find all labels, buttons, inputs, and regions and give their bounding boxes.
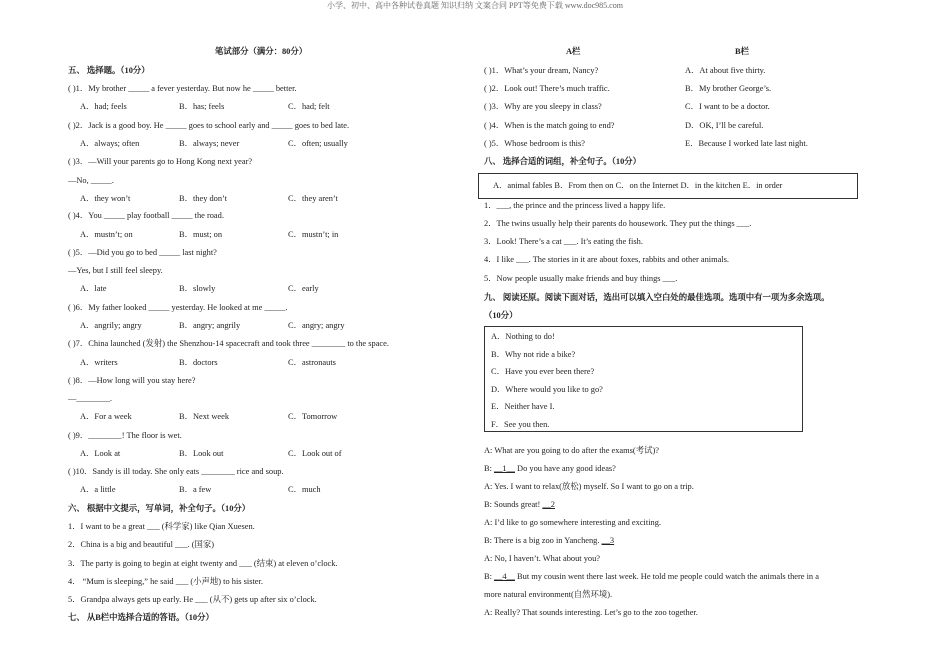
- dialog-line-7: [484, 553, 600, 564]
- q10-option-a: A．a little: [80, 485, 116, 494]
- s8-item-3: 3．Look! There’s a cat ___. It’s eating the fish.: [484, 237, 643, 246]
- q8-stem-2: —________.: [68, 394, 112, 403]
- match-b-2: B．My brother George’s.: [685, 84, 772, 93]
- dialog-line-9: [484, 589, 612, 600]
- q8-stem: ( )8．—How long will you stay here?: [68, 376, 196, 385]
- section-9-heading-score: （10分）: [484, 311, 518, 320]
- q1-option-c: C．had; felt: [288, 102, 330, 111]
- s6-item-3: 3．The party is going to begin at eight twenty and ___ (结束) at eleven o’clock.: [68, 559, 338, 568]
- dialog-line-1: [484, 445, 659, 456]
- dialog-line-6: [484, 535, 614, 546]
- blank-1[interactable]: __1__: [494, 464, 515, 473]
- section-8-heading: 八、 选择合适的词组，补全句子。（10分）: [484, 157, 642, 166]
- q3-stem: ( )3．—Will your parents go to Hong Kong next year?: [68, 157, 253, 166]
- match-a-1: ( )1．What’s your dream, Nancy?: [484, 66, 599, 75]
- q3-option-c: C．they aren’t: [288, 194, 338, 203]
- q4-option-b: B．must; on: [179, 230, 223, 239]
- q2-stem: ( )2．Jack is a good boy. He _____ goes to school early and _____ goes to bed late.: [68, 121, 350, 130]
- q1-option-a: A．had; feels: [80, 102, 127, 111]
- s9-option-c: C．Have you ever been there?: [491, 367, 595, 376]
- q6-stem: ( )6．My father looked _____ yesterday. He looked at me _____.: [68, 303, 288, 312]
- s9-option-a: A．Nothing to do!: [491, 332, 555, 341]
- q4-option-a: A．mustn’t; on: [80, 230, 133, 239]
- dialog-line-2-post: Do you have any good ideas?: [514, 464, 616, 473]
- dialog-line-6-pre: B: There is a big zoo in Yancheng.: [484, 536, 602, 545]
- q2-option-c: C．often; usually: [288, 139, 348, 148]
- dialog-line-8-post: But my cousin went there last week. He told me people could watch the animals there in a: [514, 572, 819, 581]
- q9-option-c: C．Look out of: [288, 449, 342, 458]
- dialog-line-5: [484, 517, 661, 528]
- dialog-line-10-text: A: Really? That sounds interesting. Let’s go to the zoo together.: [484, 608, 698, 617]
- q7-option-c: C．astronauts: [288, 358, 336, 367]
- q10-option-b: B．a few: [179, 485, 212, 494]
- q2-option-a: A．always; often: [80, 139, 140, 148]
- q10-stem: ( )10．Sandy is ill today. She only eats ________ rice and soup.: [68, 467, 284, 476]
- dialog-line-10: [484, 607, 698, 618]
- written-part-title: 笔试部分（满分：80分）: [215, 47, 308, 56]
- s9-option-e: E．Neither have I.: [491, 402, 555, 411]
- q7-option-b: B．doctors: [179, 358, 218, 367]
- s9-option-d: D．Where would you like to go?: [491, 385, 603, 394]
- q10-option-c: C．much: [288, 485, 321, 494]
- section-7-heading: 七、 从B栏中选择合适的答语。（10分）: [68, 613, 214, 622]
- q9-option-b: B．Look out: [179, 449, 224, 458]
- blank-3[interactable]: __3: [601, 536, 615, 545]
- dialog-line-2-pre: B:: [484, 464, 495, 473]
- dialog-line-5-text: A: I’d like to go somewhere interesting and exciting.: [484, 518, 661, 527]
- dialog-line-8-pre: B:: [484, 572, 495, 581]
- q3-option-b: B．they don’t: [179, 194, 228, 203]
- dialog-line-8: [484, 571, 819, 582]
- q5-option-b: B．slowly: [179, 284, 216, 293]
- q7-stem: ( )7．China launched (发射) the Shenzhou-14 spacecraft and took three ________ to the space.: [68, 339, 389, 348]
- s8-word-box: [478, 173, 858, 199]
- s8-item-1: 1．___, the prince and the princess lived a happy life.: [484, 201, 666, 210]
- dialog-line-3: [484, 481, 694, 492]
- s8-word-box-text: A．animal fables B．From then on C．on the Internet D．in the kitchen E．in order: [493, 181, 783, 190]
- blank-2[interactable]: __2: [542, 500, 555, 509]
- column-a-label: A栏: [566, 47, 581, 56]
- s6-item-5: 5．Grandpa always gets up early. He ___ (从不) gets up after six o’clock.: [68, 595, 317, 604]
- q3-stem-2: —No, _____.: [68, 176, 114, 185]
- dialog-line-4: [484, 499, 555, 510]
- q9-stem: ( )9．________! The floor is wet.: [68, 431, 182, 440]
- q8-option-a: A．For a week: [80, 412, 132, 421]
- s8-item-4: 4．I like ___. The stories in it are about foxes, rabbits and other animals.: [484, 255, 729, 264]
- column-b-label: B栏: [735, 47, 749, 56]
- q4-option-c: C．mustn’t; in: [288, 230, 339, 239]
- section-9-heading: 九、 阅读还原。阅读下面对话，选出可以填入空白处的最佳选项。选项中有一项为多余选项。: [484, 293, 830, 302]
- q6-option-c: C．angry; angry: [288, 321, 345, 330]
- match-a-3: ( )3．Why are you sleepy in class?: [484, 102, 602, 111]
- s8-item-2: 2．The twins usually help their parents do housework. They put the things ___.: [484, 219, 752, 228]
- dialog-line-3-text: A: Yes. I want to relax(放松) myself. So I want to go on a trip.: [484, 482, 694, 491]
- q5-option-a: A．late: [80, 284, 107, 293]
- dialog-line-9-text: more natural environment(自然环境).: [484, 590, 613, 599]
- q8-option-b: B．Next week: [179, 412, 230, 421]
- q7-option-a: A．writers: [80, 358, 118, 367]
- q1-stem: ( )1．My brother _____ a fever yesterday. But now he _____ better.: [68, 84, 297, 93]
- section-5-heading: 五、 选择题。（10分）: [68, 66, 150, 75]
- s8-item-5: 5．Now people usually make friends and buy things ___.: [484, 274, 678, 283]
- match-b-5: E．Because I worked late last night.: [685, 139, 808, 148]
- q3-option-a: A．they won’t: [80, 194, 131, 203]
- q4-stem: ( )4．You _____ play football _____ the road.: [68, 211, 224, 220]
- s9-options-box: [484, 326, 803, 432]
- dialog-line-4-pre: B: Sounds great!: [484, 500, 543, 509]
- q1-option-b: B．has; feels: [179, 102, 225, 111]
- s9-option-b: B．Why not ride a bike?: [491, 350, 576, 359]
- match-b-1: A．At about five thirty.: [685, 66, 766, 75]
- q6-option-a: A．angrily; angry: [80, 321, 142, 330]
- match-b-3: C．I want to be a doctor.: [685, 102, 770, 111]
- blank-4[interactable]: __4__: [494, 572, 515, 581]
- match-a-2: ( )2．Look out! There’s much traffic.: [484, 84, 610, 93]
- dialog-line-2: [484, 463, 616, 474]
- q9-option-a: A．Look at: [80, 449, 121, 458]
- match-a-5: ( )5．Whose bedroom is this?: [484, 139, 585, 148]
- q2-option-b: B．always; never: [179, 139, 240, 148]
- q5-stem: ( )5．—Did you go to bed _____ last night?: [68, 248, 217, 257]
- s6-item-2: 2．China is a big and beautiful ___. (国家): [68, 540, 215, 549]
- s6-item-4: 4． “Mum is sleeping,” he said ___ (小声地) to his sister.: [68, 577, 263, 586]
- q5-option-c: C．early: [288, 284, 319, 293]
- q6-option-b: B．angry; angrily: [179, 321, 241, 330]
- q5-stem-2: —Yes, but I still feel sleepy.: [68, 266, 163, 275]
- match-b-4: D．OK, I’ll be careful.: [685, 121, 764, 130]
- s9-option-f: F．See you then.: [491, 420, 550, 429]
- dialog-line-1-text: A: What are you going to do after the exams(考试)?: [484, 446, 659, 455]
- dialog-line-7-text: A: No, I haven’t. What about you?: [484, 554, 600, 563]
- section-6-heading: 六、 根据中文提示，写单词，补全句子。（10分）: [68, 504, 251, 513]
- q8-option-c: C．Tomorrow: [288, 412, 338, 421]
- page-header: 小学、初中、高中各种试卷真题 知识归纳 文案合同 PPT等免费下载 www.doc985.com: [327, 1, 623, 10]
- match-a-4: ( )4．When is the match going to end?: [484, 121, 615, 130]
- s6-item-1: 1．I want to be a great ___ (科学家) like Qian Xuesen.: [68, 522, 255, 531]
